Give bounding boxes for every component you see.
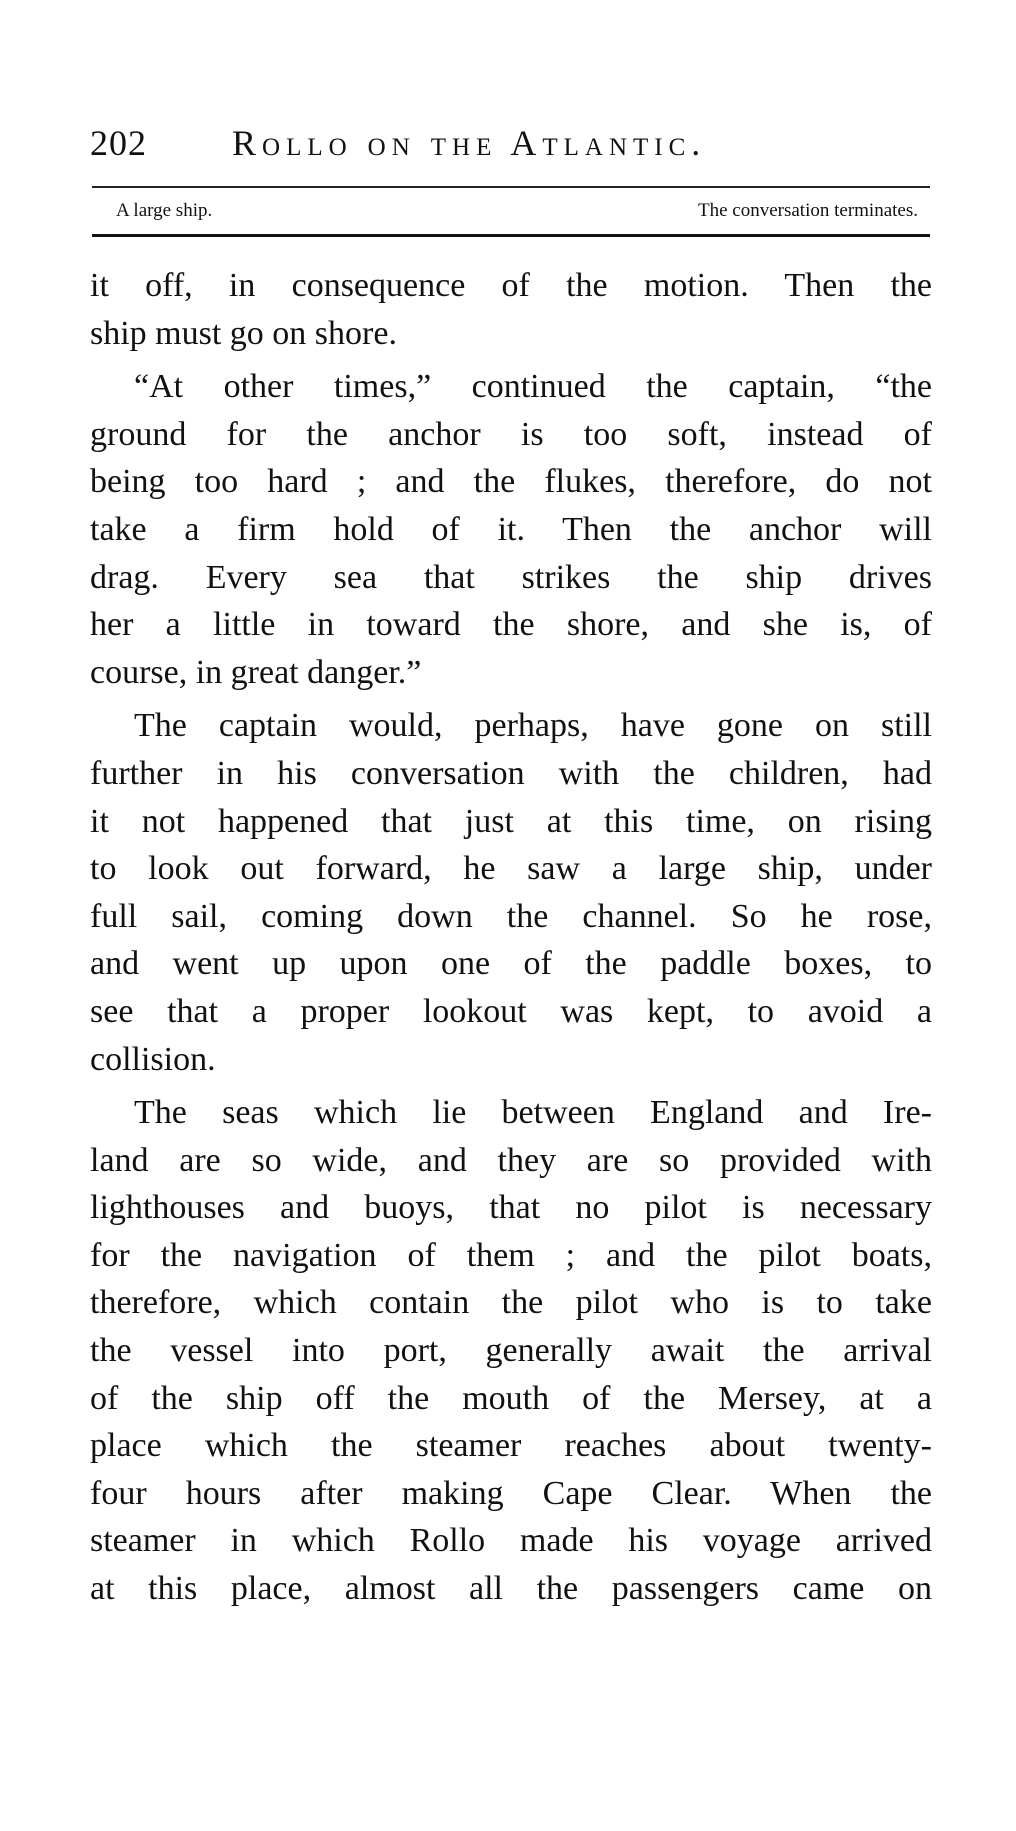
text-line: for the navigation of them ; and the pilot boats, (90, 1236, 932, 1274)
header-rule-top (92, 186, 930, 188)
text-line: full sail, coming down the channel. So he rose, (90, 897, 932, 935)
text-line: her a little in toward the shore, and she is, of (90, 606, 932, 644)
text-line: place which the steamer reaches about twenty- (90, 1427, 932, 1465)
text-line: drag. Every sea that strikes the ship drives (90, 558, 932, 596)
paragraph (90, 363, 932, 696)
text-line: therefore, which contain the pilot who is to take (90, 1284, 932, 1322)
text-line: ship must go on shore. (90, 314, 397, 352)
text-line: at this place, almost all the passengers came on (90, 1570, 932, 1608)
text-line: to look out forward, he saw a large ship, under (90, 850, 932, 888)
paragraph (90, 1089, 932, 1613)
text-line: further in his conversation with the children, had (90, 754, 932, 792)
text-line: see that a proper lookout was kept, to avoid a (90, 992, 932, 1030)
body-text (90, 262, 932, 1613)
text-line: collision. (90, 1040, 216, 1078)
page-number: 202 (90, 123, 147, 163)
text-line: steamer in which Rollo made his voyage arrived (90, 1522, 932, 1560)
text-line: The captain would, perhaps, have gone on still (134, 707, 932, 745)
text-line: lighthouses and buoys, that no pilot is necessary (90, 1189, 932, 1227)
subhead-left: A large ship. (116, 200, 213, 221)
text-line: The seas which lie between England and Ire- (134, 1094, 932, 1132)
running-title: Rollo on the Atlantic. (232, 123, 707, 163)
text-line: it not happened that just at this time, on rising (90, 802, 932, 840)
text-line: land are so wide, and they are so provided with (90, 1141, 932, 1179)
subhead-right: The conversation terminates. (697, 200, 918, 221)
text-line: of the ship off the mouth of the Mersey, at a (90, 1379, 932, 1417)
text-line: it off, in consequence of the motion. Then the (90, 267, 932, 304)
paragraph (90, 262, 932, 357)
text-line: course, in great danger.” (90, 653, 422, 691)
header-rule-bottom (92, 234, 930, 237)
section-subheads (92, 196, 930, 226)
text-line: the vessel into port, generally await the arrival (90, 1332, 932, 1370)
text-line: “At other times,” continued the captain, “the (134, 368, 932, 406)
text-line: four hours after making Cape Clear. When the (90, 1474, 932, 1512)
text-line: and went up upon one of the paddle boxes, to (90, 945, 932, 983)
text-line: ground for the anchor is too soft, instead of (90, 415, 932, 453)
page-header (90, 118, 930, 168)
paragraph (90, 702, 932, 1083)
text-line: take a firm hold of it. Then the anchor will (90, 510, 932, 548)
text-line: being too hard ; and the flukes, therefore, do not (90, 463, 932, 501)
